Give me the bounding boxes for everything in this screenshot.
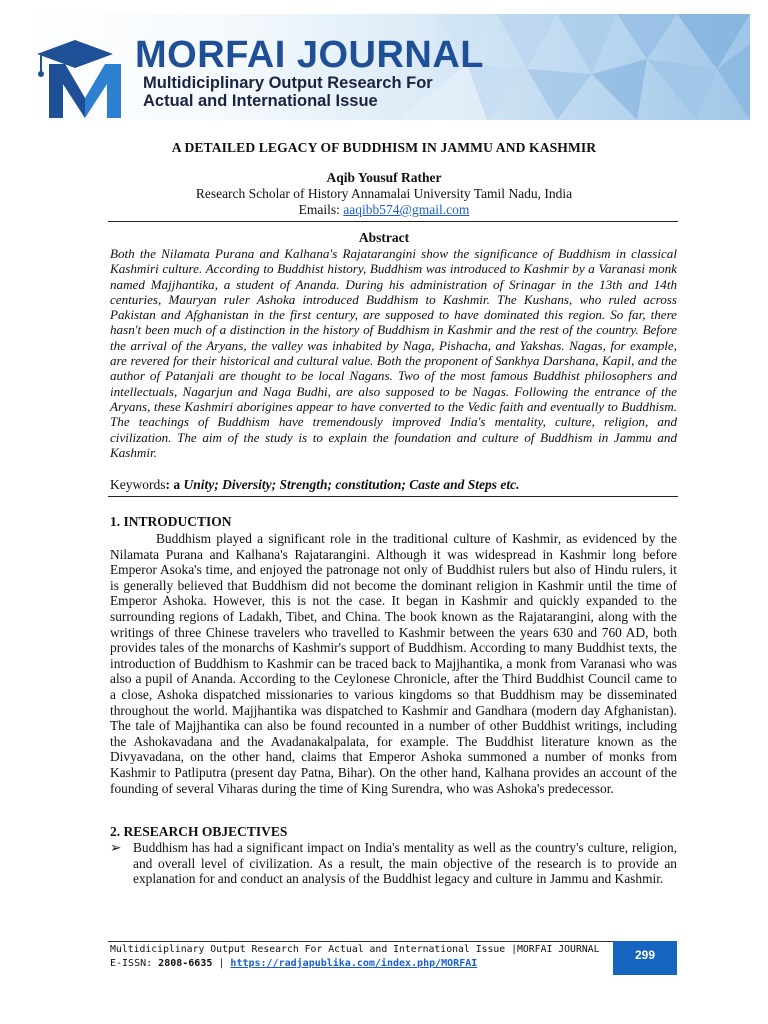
footer-separator: |	[212, 958, 231, 969]
arrow-bullet-icon: ➢	[110, 840, 122, 855]
divider-keywords	[108, 496, 678, 497]
abstract-text: Both the Nilamata Purana and Kalhana's Rajatarangini show the significance of Buddhism in classical Kashmiri culture. According to Buddhist history, Buddhism was introduced to Kashmir by a Varanasi monk named Majjhantika, a student of Ananda. During his administration of Srinagar in the 13th and 14th centuries, Mauryan ruler Ashoka introduced Buddhism to Kashmir. The Kushans, who ruled across Pakistan and Afghanistan in the first century, are supposed to have dominated this region. So far, there hasn't been much of a distinction in the history of Buddhism in Kashmir and the rest of the country. Before the arrival of the Aryans, the valley was inhabited by Naga, Pishacha, and Yakshas. Nagas, for example, are revered for their historical and cultural value. Both the proponent of Sankhya Darshana, Kapil, and the author of Patanjali are thought to be local Nagans. Two of the most famous Buddhist philosophers and intellectuals, Nagarjun and Naga Budhi, are also supposed to be Nagas. Following the entrance of the Aryans, these Kashmiri aborigines appear to have converted to the Vedic faith and eventually to Buddhism. The teachings of Buddhism have tremendously improved India's mentality, culture, religion, and civilization. The aim of the study is to explain the foundation and culture of Buddhism in Jammu and Kashmir.	[110, 246, 677, 460]
journal-url-link[interactable]: https://radjapublika.com/index.php/MORFAI	[230, 958, 478, 969]
journal-banner	[17, 14, 750, 120]
journal-brand-name: MORFAI JOURNAL	[135, 34, 484, 76]
journal-subtitle	[143, 74, 433, 110]
divider-top	[108, 221, 678, 222]
footer-journal-line: Multidiciplinary Output Research For Actual and International Issue |MORFAI JOURNAL	[110, 944, 600, 955]
paper-title: A DETAILED LEGACY OF BUDDHISM IN JAMMU AND KASHMIR	[171, 140, 597, 155]
section-heading-research-objectives: 2. RESEARCH OBJECTIVES	[110, 824, 288, 839]
issn-number: 2808-6635	[158, 958, 213, 969]
keywords-label: Keywords	[110, 477, 166, 492]
keywords-values: Unity; Diversity; Strength; constitution; Caste and Steps etc.	[183, 477, 520, 492]
author-name: Aqib Yousuf Rather	[326, 170, 442, 185]
keywords-colon: : a	[165, 477, 184, 492]
footer-divider	[108, 941, 613, 942]
email-link[interactable]: aaqibb574@gmail.com	[343, 202, 470, 217]
journal-subtitle-line2: Actual and International Issue	[143, 92, 378, 110]
objective-bullet-text: Buddhism has had a significant impact on India's mentality as well as the country's culture, religion, and overall level of civilization. As a result, the main objective of the research is to provide an explanation for and conduct an analysis of the Buddhist legacy and culture in Jammu and Kashmir.	[133, 840, 677, 887]
journal-subtitle-line1: Multidiciplinary Output Research For	[143, 74, 433, 92]
abstract-heading: Abstract	[358, 230, 410, 245]
introduction-text: Buddhism played a significant role in the traditional culture of Kashmir, as evidenced by the Nilamata Purana and Kalhana's Rajatarangini. Although it was widespread in Kashmir long before Emperor Asoka's time, and enjoyed the patronage not only of Buddhist rulers but also of Hindu rulers, it is generally believed that Buddhism did not become the dominant religion in Kashmir until the time of Emperor Ashoka. However, this is not the case. It began in Kashmir and quickly expanded to the surrounding regions of Ladakh, Tibet, and China. The book known as the Rajatarangini, along with the writings of three Chinese travelers who travelled to Kashmir between the years 630 and 760 AD, both provides tales of the monarchs of Kashmir's support of Buddhism. According to many Buddhist texts, the introduction of Buddhism to Kashmir can be traced back to Majjhantika, a monk from Varanasi who was also a pupil of Ananda. According to the Ceylonese Chronicle, after the Third Buddhist Council came to a close, Ashoka dispatched missionaries to various kingdoms so that Buddhism may be disseminated throughout the world. Majjhantika was dispatched to Kashmir and Gandhara (modern day Afghanistan). The tale of Majjhantika can also be found recounted in a number of other Buddhist writings, including the Ashokavadana and the Avadanakalpalata, for example. The Buddhist literature known as the Divyavadana, on the other hand, claims that Emperor Ashoka summoned a number of monks from Kashmir to Patliputra (present day Patna, Bihar). On the other hand, Kalhana provides an account of the founding of several Viharas during the time of King Surendra, who was Ashoka's predecessor.	[110, 531, 677, 796]
section-heading-introduction: 1. INTRODUCTION	[110, 514, 232, 529]
issn-label: E-ISSN:	[110, 958, 159, 969]
page-number-badge: 299	[613, 941, 677, 975]
objective-bullet	[110, 840, 677, 887]
footer-issn-line	[110, 958, 477, 969]
graduation-cap-m-logo-icon	[35, 38, 135, 118]
author-affiliation: Research Scholar of History Annamalai University Tamil Nadu, India	[195, 186, 573, 201]
keywords-line	[110, 477, 677, 493]
emails-label: Emails:	[298, 202, 344, 217]
author-emails	[0, 202, 768, 218]
